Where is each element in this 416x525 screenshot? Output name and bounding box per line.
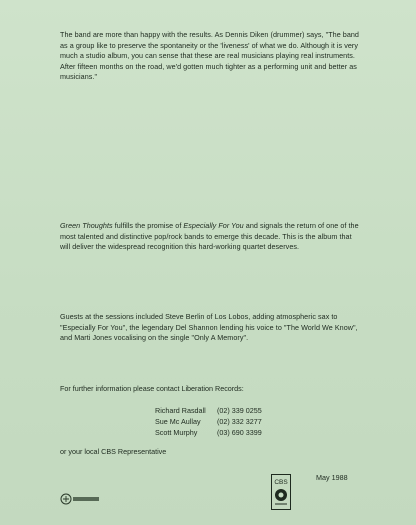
p2-text-b: and signals the return of one of the most talented and distinctive pop/rock bands to emerge this decade. This is the album that will deliver the widespread recognition this hard-working quartet deserves. [60,221,359,252]
paragraph-results: The band are more than happy with the results. As Dennis Diken (drummer) says, "The band as a group like to preserve the spontaneity or the 'liveness' of what we do. Although it is very much a studio album, you can sense that these are real musicians playing real instruments. After fifteen months on the road, we'd gotten much tighter as a performing unit and better as musicians." [60,30,359,82]
paragraph-guests: Guests at the sessions included Steve Berlin of Los Lobos, adding atmospheric sax to "Especially For You", the legendary Del Shannon lending his voice to "The World We Know", and Marti Jones vocalising on the single "Only A Memory". [60,312,358,343]
contacts-list [155,405,297,438]
contact-name: Richard Rasdall [155,406,206,415]
contact-row [155,416,297,427]
document-date: May 1988 [316,473,348,482]
contact-phone: (03) 690 3399 [217,428,262,437]
contact-row [155,405,297,416]
contact-phone: (02) 332 3277 [217,417,262,426]
paragraph-green-thoughts [60,221,360,253]
contact-name: Sue Mc Aullay [155,417,201,426]
contact-intro: For further information please contact Liberation Records: [60,384,244,393]
cbs-logo [271,474,291,510]
cbs-logo-text: CBS [274,479,288,486]
contact-name: Scott Murphy [155,428,198,437]
liberation-records-logo [60,492,100,506]
album-title-green-thoughts: Green Thoughts [60,221,113,230]
contact-row [155,427,297,438]
album-title-especially: Especially For You [183,221,244,230]
p2-text-a: fulfills the promise of [112,221,184,230]
cbs-representative-note: or your local CBS Representative [60,447,167,456]
contact-phone: (02) 339 0255 [217,406,262,415]
